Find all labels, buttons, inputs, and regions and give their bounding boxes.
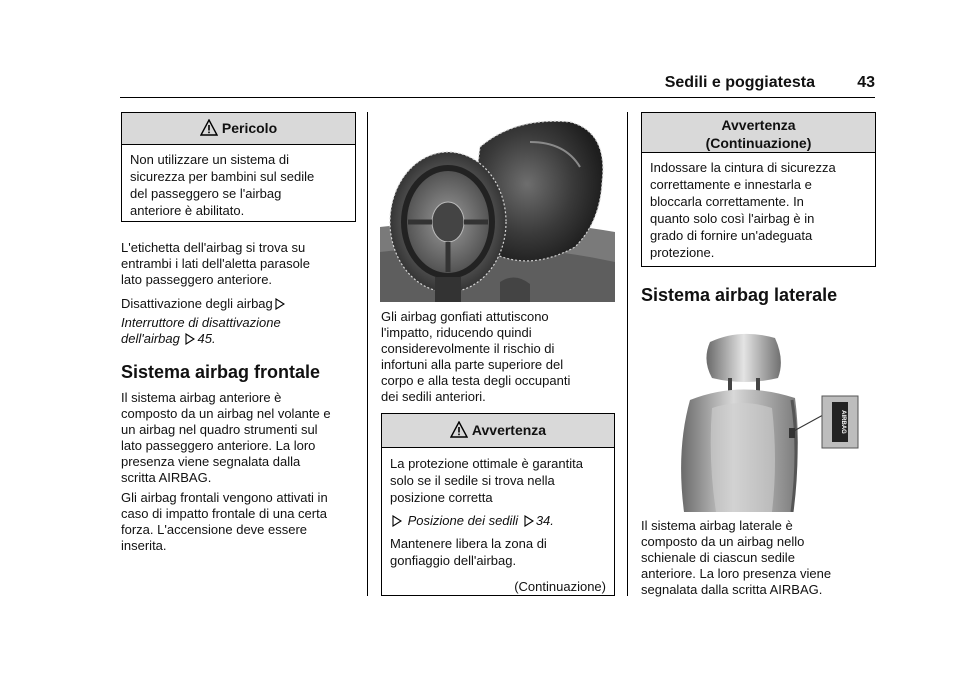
text-line: scritta AIRBAG. <box>121 470 212 485</box>
warning-icon <box>200 119 218 136</box>
text-line: gonfiaggio dell'airbag. <box>390 553 517 568</box>
text-line: dei sedili anteriori. <box>381 389 486 404</box>
cross-reference-text[interactable]: Interruttore di disattivazione <box>121 315 281 330</box>
text-line: schienale di ciascun sedile <box>641 550 795 565</box>
page-header <box>120 74 875 94</box>
warning-box-title: Avvertenza <box>471 422 547 438</box>
danger-box-header <box>122 113 355 145</box>
text-line: corpo e alla testa degli occupanti <box>381 373 571 388</box>
frontal-airbag-heading: Sistema airbag frontale <box>121 362 321 382</box>
text-line: bloccarla correttamente. In <box>650 194 804 209</box>
text-line: Disattivazione degli airbag <box>121 296 273 311</box>
frontal-airbag-paragraph <box>121 390 366 486</box>
text-line: composto da un airbag nello <box>641 534 805 549</box>
cross-reference-text: dell'airbag <box>121 331 180 346</box>
cross-reference-page: 34 <box>535 513 551 528</box>
section-title: Sedili e poggiatesta <box>664 74 815 91</box>
text-line: L'etichetta dell'airbag si trova su <box>121 240 306 255</box>
warning-box-header <box>382 414 614 448</box>
period: . <box>550 513 554 528</box>
text-line: infortuni alla parte superiore del <box>381 357 564 372</box>
danger-box-body <box>122 145 355 225</box>
text-line: solo se il sedile si trova nella <box>390 473 555 488</box>
text-line: correttamente e innestarla e <box>650 177 812 192</box>
text-line: considerevolmente il rischio di <box>381 341 555 356</box>
text-line: composto da un airbag nel volante e <box>121 406 331 421</box>
text-line: entrambi i lati dell'aletta parasole <box>121 256 310 271</box>
warning-continued-body <box>642 153 875 267</box>
deactivation-line <box>121 296 361 312</box>
text-line: presenza viene segnalata dalla <box>121 454 301 469</box>
side-airbag-paragraph <box>641 518 871 598</box>
cross-reference-page: 45 <box>197 331 212 346</box>
text-line: Indossare la cintura di sicurezza <box>650 160 836 175</box>
frontal-airbag-illustration <box>380 112 615 302</box>
text-line: del passeggero se l'airbag <box>130 186 282 201</box>
side-airbag-heading: Sistema airbag laterale <box>641 285 838 305</box>
cross-reference-arrow-icon <box>392 515 402 527</box>
warning-box <box>381 413 615 596</box>
text-line: anteriore è abilitato. <box>130 203 245 218</box>
text-line: protezione. <box>650 245 715 260</box>
text-line: Gli airbag frontali vengono attivati in <box>121 490 328 505</box>
text-line: lato passeggero anteriore. La loro <box>121 438 316 453</box>
text-line: quanto solo così l'airbag è in <box>650 211 815 226</box>
text-line: posizione corretta <box>390 490 493 505</box>
text-line: La protezione ottimale è garantita <box>390 456 583 471</box>
label-location-paragraph <box>121 240 361 288</box>
text-line: Il sistema airbag anteriore è <box>121 390 282 405</box>
column-separator-2 <box>627 112 628 596</box>
text-line: lato passeggero anteriore. <box>121 272 273 287</box>
text-line: Non utilizzare un sistema di <box>130 152 289 167</box>
text-line: Mantenere libera la zona di <box>390 536 547 551</box>
continued-label: (Continuazione) <box>514 579 606 594</box>
column-separator-1 <box>367 112 368 596</box>
cross-reference-text: Posizione dei sedili <box>407 513 519 528</box>
page-number: 43 <box>857 74 875 91</box>
warning-continued-header <box>642 113 875 153</box>
headrest <box>706 334 780 382</box>
text-line: anteriore. La loro presenza viene <box>641 566 832 581</box>
text-line: un airbag nel quadro strumenti sul <box>121 422 318 437</box>
text-line: l'impatto, riducendo quindi <box>381 325 532 340</box>
cross-reference-line[interactable] <box>121 331 361 347</box>
cross-reference-arrow-icon <box>524 515 534 527</box>
inflated-airbags-paragraph <box>381 309 621 405</box>
text-line: Gli airbag gonfiati attutiscono <box>381 309 549 324</box>
text-line: Il sistema airbag laterale è <box>641 518 793 533</box>
text-line: segnalata dalla scritta AIRBAG. <box>641 582 823 597</box>
warning-continued-box <box>641 112 876 267</box>
cross-reference-arrow-icon <box>185 333 195 345</box>
text-line: sicurezza per bambini sul sedile <box>130 169 315 184</box>
danger-box <box>121 112 356 222</box>
seat-position-reference[interactable] <box>390 512 606 529</box>
period: . <box>211 331 216 346</box>
warning-box-body <box>382 448 614 575</box>
activation-paragraph <box>121 490 366 554</box>
warning-continued-subtitle: (Continuazione) <box>705 135 812 151</box>
header-rule <box>120 97 875 98</box>
text-line: grado di fornire un'adeguata <box>650 228 813 243</box>
text-line: caso di impatto frontale di una certa <box>121 506 327 521</box>
text-line: forza. L'accensione deve essere <box>121 522 308 537</box>
warning-continued-title: Avvertenza <box>721 117 796 133</box>
warning-icon <box>450 421 468 438</box>
danger-box-title: Pericolo <box>221 120 278 136</box>
deactivation-paragraph <box>121 296 361 347</box>
text-line: inserita. <box>121 538 167 553</box>
cross-reference-arrow-icon <box>275 298 285 310</box>
side-airbag-seat-illustration <box>670 330 870 512</box>
side-airbag-label: AIRBAG <box>840 410 846 434</box>
